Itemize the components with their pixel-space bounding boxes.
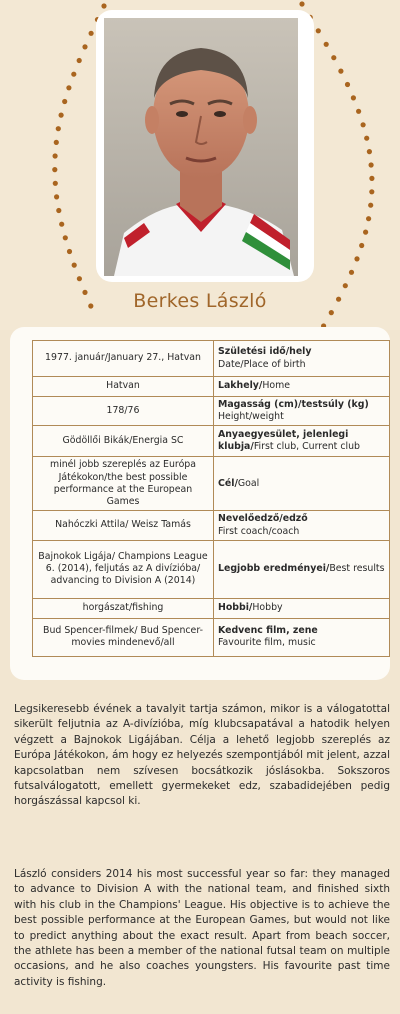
decor-dot (59, 222, 64, 227)
decor-dot (324, 42, 329, 47)
paragraph-english: László considers 2014 his most successful year so far: they managed to advance to Division A with the national team, and finished sixth with his club in the Champions' League. His objective is to achieve the best possible performance at the European Games, but would not like to predict anything about the exact result. Apart from beach soccer, the athlete has been a member of the national futsal team on multiple occasions, and he also coaches youngsters. His favourite past time activity is fishing. (14, 868, 390, 988)
table-row (33, 457, 390, 511)
table-row (33, 618, 390, 656)
row-label-english: First coach/coach (218, 525, 300, 537)
decor-dot (354, 256, 359, 261)
decor-dot (56, 208, 61, 213)
row-value: Bud Spencer-filmek/ Bud Spencer-movies mindenevő/all (33, 618, 214, 656)
decor-dot (361, 122, 366, 127)
row-label-english: Height/weight (218, 411, 284, 423)
row-label (214, 540, 390, 598)
decor-dot (59, 113, 64, 118)
row-label-hungarian: Anyaegyesület, jelenlegi klubja/ (218, 429, 349, 453)
row-value: horgászat/fishing (33, 598, 214, 618)
row-label-hungarian: Legjobb eredményei/ (218, 563, 330, 575)
row-label (214, 511, 390, 540)
row-label-english: Goal (237, 477, 260, 489)
decor-dot (338, 69, 343, 74)
decor-dot (54, 140, 59, 145)
table-row (33, 397, 390, 426)
row-label-hungarian: Magasság (cm)/testsúly (kg) (218, 399, 369, 410)
decor-dot (363, 230, 368, 235)
decor-dot (56, 126, 61, 131)
decor-dot (89, 31, 94, 36)
row-label (214, 598, 390, 618)
paragraph-hungarian: Legsikeresebb évének a tavalyit tartja számon, mikor is a válogatottal sikerült feljutnia az A-divízióba, míg klubcsapatával a hatodik helyen végzett a Bajnokok Ligájában. Célja a lehető legjobb szereplés az Európa Játékokon, ám hogy ez helyezés szempontjából mit jelent, azzal kapcsolatban nem szívesen bocsátkozik jóslásokba. Sokszoros futsalválogatott, emellett gyermekeket edz, szabadidejében pedig horgászással kapcsol ki. (14, 703, 390, 808)
row-label (214, 377, 390, 397)
table-row (33, 426, 390, 457)
row-label-english: Best results (329, 563, 385, 575)
row-label (214, 457, 390, 511)
decor-dot (349, 270, 354, 275)
decor-dot (63, 235, 68, 240)
decor-dot (71, 72, 76, 77)
table-row (33, 598, 390, 618)
decor-dot (343, 283, 348, 288)
row-label (214, 397, 390, 426)
decor-dot (369, 176, 374, 181)
decor-dot (316, 28, 321, 33)
decor-dot (67, 249, 72, 254)
decor-dot (62, 99, 67, 104)
info-table (32, 340, 390, 657)
decor-dot (72, 263, 77, 268)
decor-dot (53, 153, 58, 158)
row-value: 1977. január/January 27., Hatvan (33, 341, 214, 377)
row-value: Gödöllői Bikák/Energia SC (33, 426, 214, 457)
row-label-hungarian: Cél/ (218, 477, 238, 489)
athlete-name: Berkes László (133, 290, 267, 312)
decor-dot (364, 136, 369, 141)
table-row (33, 540, 390, 598)
decor-dot (77, 276, 82, 281)
row-label-hungarian: Hobbi/ (218, 602, 253, 614)
row-label (214, 426, 390, 457)
athlete-photo (104, 18, 298, 276)
row-value: Hatvan (33, 377, 214, 397)
table-row (33, 377, 390, 397)
decor-dot (53, 181, 58, 186)
row-label-hungarian: Lakhely/ (218, 380, 263, 392)
row-label-hungarian: Kedvenc film, zene (218, 625, 318, 637)
decor-dot (369, 162, 374, 167)
row-value: minél jobb szereplés az Európa Játékokon/the best possible performance at the European Games (33, 457, 214, 511)
row-label-english: Date/Place of birth (218, 358, 306, 370)
decor-dot (52, 167, 57, 172)
table-row (33, 511, 390, 540)
decor-dot (359, 243, 364, 248)
decor-dot (101, 3, 106, 8)
row-label-english: Home (262, 380, 291, 392)
decor-dot (54, 194, 59, 199)
decor-dot (351, 95, 356, 100)
row-label-hungarian: Nevelőedző/edző (218, 513, 308, 525)
decor-dot (299, 1, 304, 6)
decor-dot (367, 149, 372, 154)
row-value: 178/76 (33, 397, 214, 426)
decor-dot (77, 58, 82, 63)
row-label-english: Favourite film, music (218, 637, 316, 649)
row-label (214, 618, 390, 656)
decor-dot (345, 82, 350, 87)
row-value: Bajnokok Ligája/ Champions League 6. (2014), feljutás az A divízióba/ advancing to Division A (2014) (33, 540, 214, 598)
decor-dot (356, 109, 361, 114)
row-value: Nahóczki Attila/ Weisz Tamás (33, 511, 214, 540)
decor-dot (368, 203, 373, 208)
row-label-hungarian: Születési idő/hely (218, 346, 312, 358)
decor-dot (66, 85, 71, 90)
decor-dot (366, 216, 371, 221)
table-row (33, 341, 390, 377)
row-label-english: First club, Current club (253, 441, 360, 453)
row-label-english: Hobby (252, 602, 283, 614)
decor-dot (331, 55, 336, 60)
row-label (214, 341, 390, 377)
decor-dot (82, 44, 87, 49)
decor-dot (369, 189, 374, 194)
